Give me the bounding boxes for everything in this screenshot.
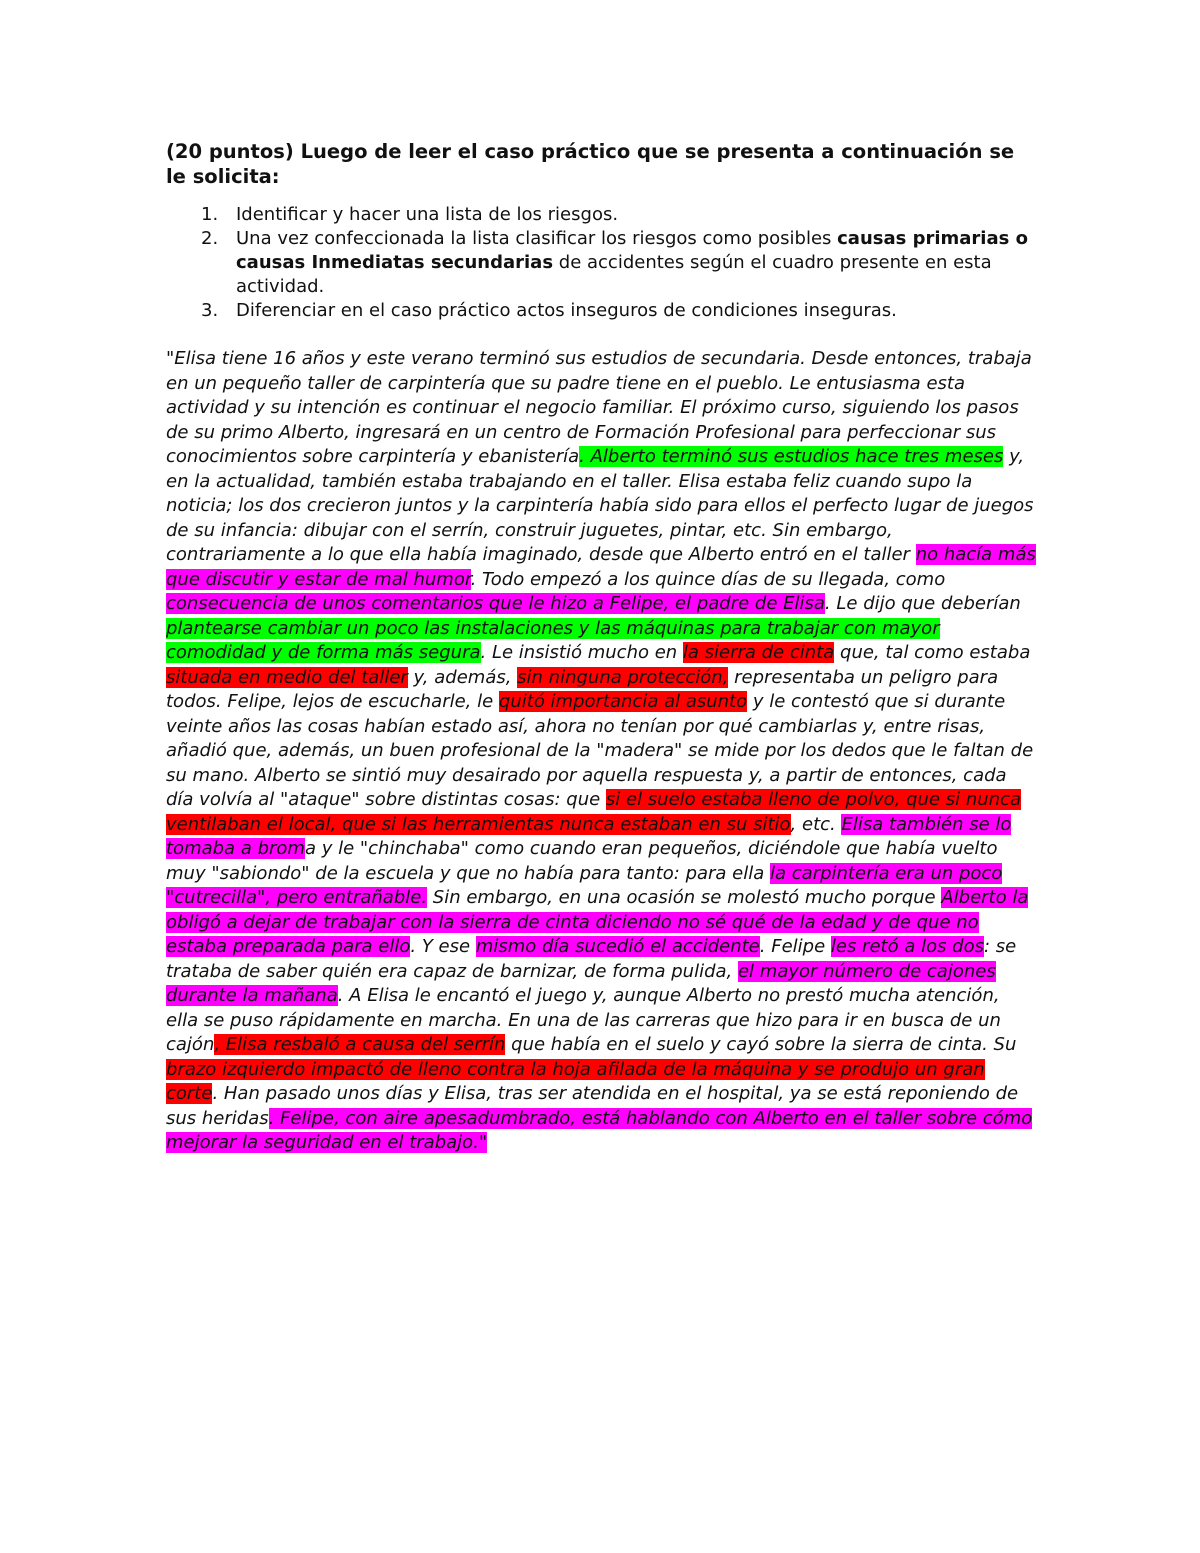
highlight-red: situada en medio del taller — [166, 666, 408, 688]
highlight-magenta: mismo día sucedió el accidente — [475, 936, 760, 957]
task-text: Diferenciar en el caso práctico actos inseguros de condiciones inseguras. — [236, 300, 897, 321]
highlight-magenta: no hacía más que discutir y estar de mal humor — [166, 544, 1036, 590]
highlight-green: plantearse cambiar un poco las instalaciones y las máquinas para trabajar con mayor comodidad y de forma más segura — [166, 617, 940, 663]
highlight-red: quitó importancia al asunto — [498, 691, 748, 712]
case-text-run: , etc. — [790, 813, 842, 835]
case-text-run: y, en la actualidad, también estaba trabajando en el taller. Elisa estaba feliz cuando supo la noticia; los dos crecieron juntos y la carpintería había sido para ellos el perfecto lugar de juegos de su infancia: dibujar con el serrín, construir juguetes, pintar, etc. Sin embargo, contrariamente a lo que ella había imaginado, desde que Alberto entró en el taller — [166, 446, 1034, 565]
task-item — [165, 299, 1036, 323]
case-text-run: . Felipe — [759, 936, 831, 957]
case-text-run: . Le dijo que deberían — [824, 593, 1021, 614]
task-text: Identificar y hacer una lista de los riesgos. — [236, 204, 619, 225]
task-item — [165, 203, 1036, 227]
case-text-run: . Todo empezó a los quince días de su llegada, como — [470, 568, 946, 590]
highlight-green: . Alberto terminó sus estudios hace tres meses — [579, 446, 1004, 467]
case-text-run: que, tal como estaba — [834, 642, 1031, 663]
task-list — [166, 203, 1036, 323]
highlight-red: brazo izquierdo impactó de lleno contra la hoja afilada de la máquina y se produjo un gran corte — [166, 1058, 985, 1104]
highlight-red: , Elisa resbaló a causa del serrín — [214, 1034, 506, 1055]
task-item — [165, 227, 1036, 299]
task-number: 1. — [201, 204, 219, 225]
case-text-run: que había en el suelo y cayó sobre la sierra de cinta. Su — [505, 1034, 1017, 1055]
highlight-magenta: consecuencia de unos comentarios que le hizo a Felipe, el padre de Elisa — [166, 593, 825, 614]
task-text: de accidentes según el cuadro presente en esta actividad. — [236, 252, 992, 297]
task-number: 3. — [201, 300, 219, 321]
highlight-red: la sierra de cinta — [682, 642, 835, 663]
highlight-magenta: la carpintería era un poco "cutrecilla", pero entrañable. — [166, 862, 1003, 908]
task-text-bold: causas primarias o causas Inmediatas secundarias — [236, 228, 1028, 273]
highlight-red: si el suelo estaba lleno de polvo, que si nunca ventilaban el local, que si las herramientas nunca estaban en su sitio — [166, 789, 1021, 835]
highlight-red: sin ninguna protección, — [517, 666, 729, 688]
task-text: Una vez confeccionada la lista clasificar los riesgos como posibles — [236, 228, 838, 249]
case-text-run: a y le "chinchaba" como cuando eran pequeños, diciéndole que había vuelto muy "sabiondo" de la escuela y que no había para tanto: para ella — [166, 838, 998, 884]
highlight-magenta: Alberto la obligó a dejar de trabajar con la sierra de cinta diciendo no sé qué de la edad y de que no estaba preparada para ello — [166, 887, 1029, 957]
highlight-magenta: el mayor número de cajones durante la mañana — [166, 960, 996, 1006]
task-number: 2. — [201, 228, 219, 249]
case-text-run: . A Elisa le encantó el juego y, aunque Alberto no prestó mucha atención, ella se puso rápidamente en marcha. En una de las carreras que hizo para ir en busca de un cajón — [166, 985, 1001, 1055]
case-text-run: representaba un peligro para todos. Felipe, lejos de escucharle, le — [166, 666, 999, 712]
highlight-magenta: les retó a los dos — [830, 936, 984, 957]
case-text-run: "Elisa tiene 16 años y este verano terminó sus estudios de secundaria. Desde entonces, trabaja en un pequeño taller de carpintería que su padre tiene en el pueblo. Le entusiasma esta actividad y su intención es continuar el negocio familiar. El próximo curso, siguiendo los pasos de su primo Alberto, ingresará en un centro de Formación Profesional para perfeccionar sus conocimientos sobre carpintería y ebanistería — [166, 348, 1032, 467]
case-text-run: y le contestó que si durante veinte años las cosas habían estado así, ahora no tenían por qué cambiarlas y, entre risas, añadió que, además, un buen profesional de la "madera" se mide por los dedos que le faltan de su mano. Alberto se sintió muy desairado por aquella respuesta y, a partir de entonces, cada día volvía al "ataque" sobre distintas cosas: que — [166, 691, 1034, 810]
case-text-run: Sin embargo, en una ocasión se molestó mucho porque — [427, 887, 942, 908]
case-text-run: . Y ese — [410, 936, 476, 957]
case-text-run: y, además, — [407, 666, 518, 688]
case-study-paragraph — [166, 347, 1036, 1156]
highlight-magenta: . Felipe, con aire apesadumbrado, está hablando con Alberto en el taller sobre cómo mejorar la seguridad en el trabajo." — [166, 1107, 1033, 1153]
case-text-run: . Le insistió mucho en — [480, 642, 683, 663]
assignment-heading: (20 puntos) Luego de leer el caso práctico que se presenta a continuación se le solicita: — [166, 140, 1015, 188]
case-text-run: : se trataba de saber quién era capaz de barnizar, de forma pulida, — [166, 936, 1017, 982]
document-page — [166, 139, 1036, 1156]
case-text-run: . Han pasado unos días y Elisa, tras ser atendida en el hospital, ya se está reponiendo de sus heridas — [166, 1083, 1019, 1129]
highlight-magenta: Elisa también se lo tomaba a brom — [166, 813, 1012, 859]
